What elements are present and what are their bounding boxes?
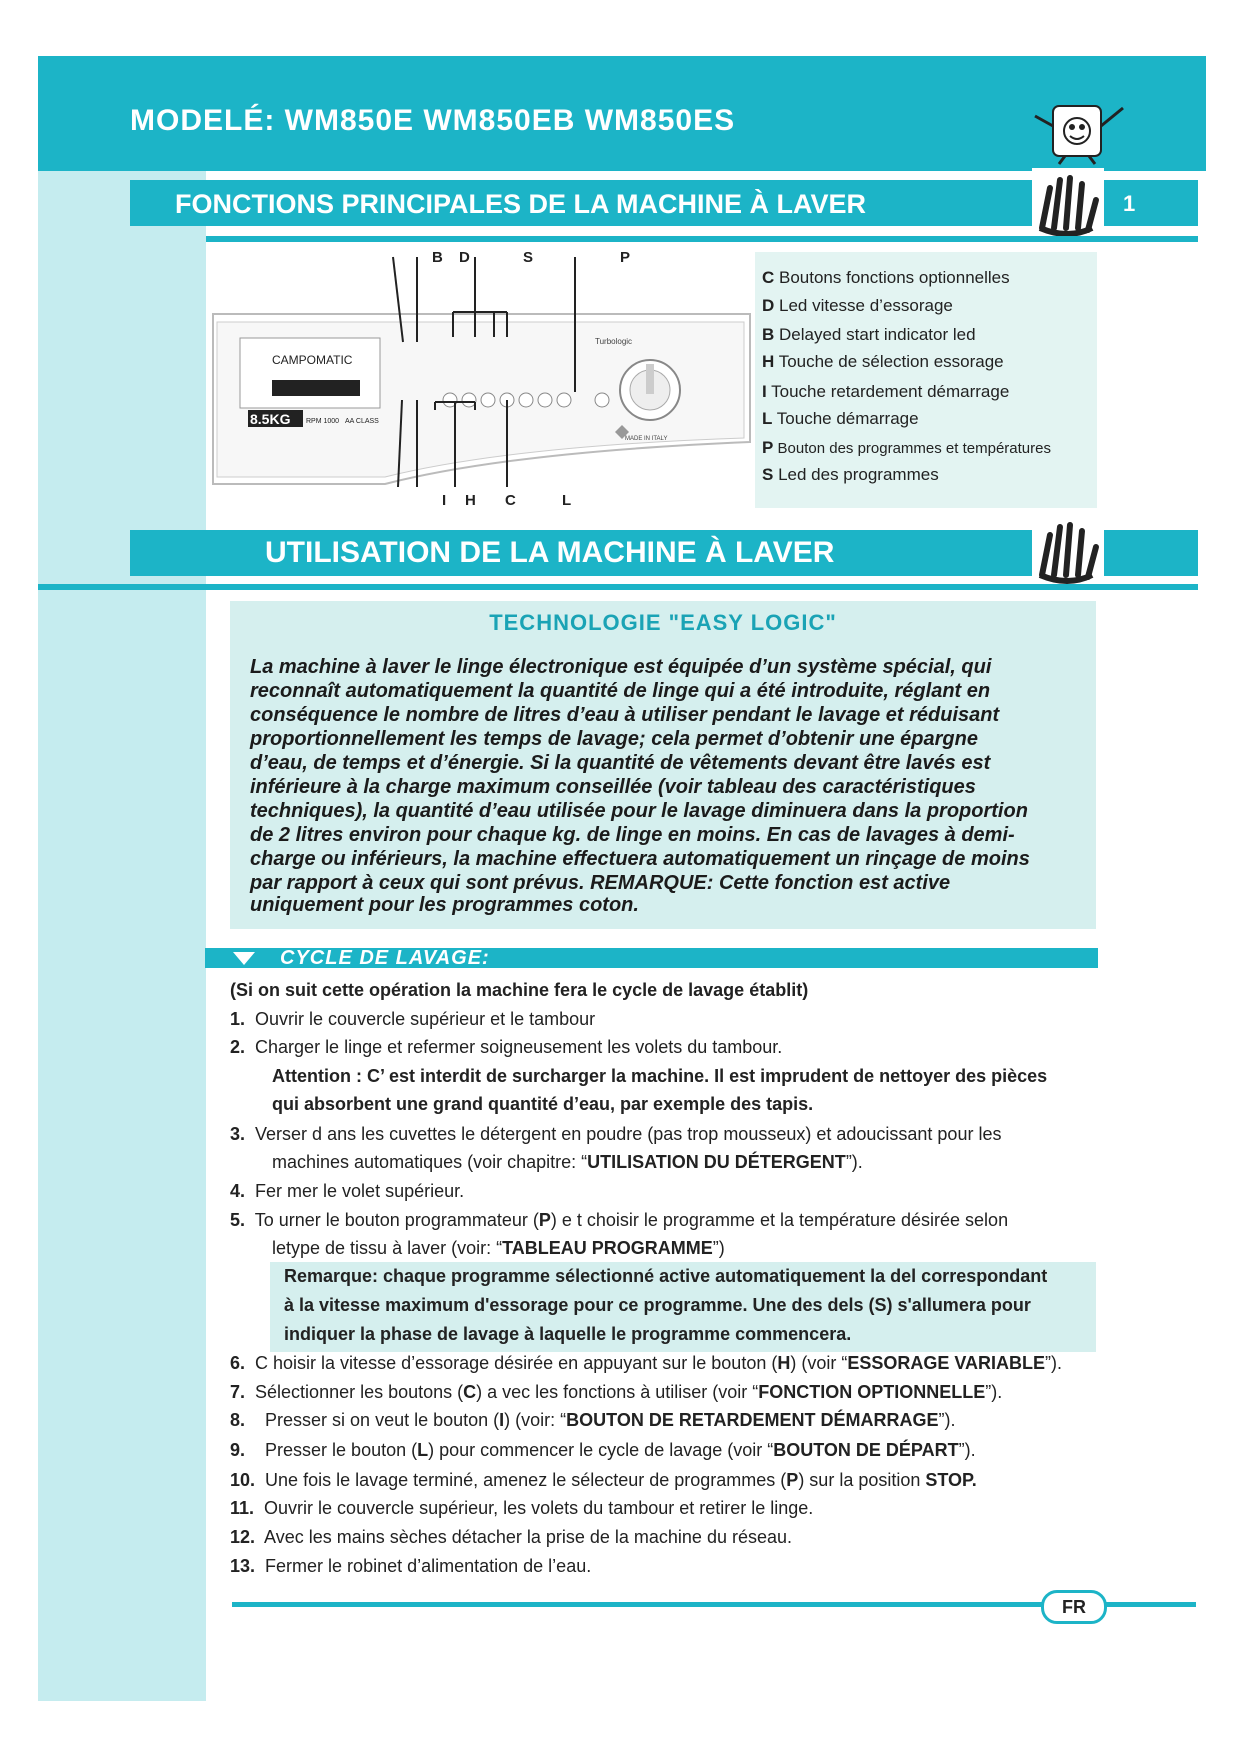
easy-logic-line: reconnaît automatiquement la quantité de linge qui a été introduite, réglant en: [250, 680, 991, 702]
turbo-label: Turbologic: [595, 337, 633, 346]
cycle-bar: [205, 948, 1098, 968]
easy-logic-line: d’eau, de temps et d’énergie. Si la quantité de vêtements devant être lavés est: [250, 752, 991, 774]
section-title-fonctions: FONCTIONS PRINCIPALES DE LA MACHINE À LAVER: [175, 189, 867, 219]
triangle-down-icon: [233, 952, 255, 965]
step-8: 8. Presser si on veut le bouton (I) (voir: “BOUTON DE RETARDEMENT DÉMARRAGE”).: [230, 1410, 956, 1430]
capacity-label: 8.5KG: [250, 411, 291, 427]
easy-logic-line: proportionnellement les temps de lavage; cela permet d’obtenir une épargne: [250, 728, 978, 750]
step-3-continued: machines automatiques (voir chapitre: “UTILISATION DU DÉTERGENT”).: [272, 1152, 863, 1172]
rpm-label: RPM 1000: [306, 418, 340, 425]
step-10: 10. Une fois le lavage terminé, amenez le sélecteur de programmes (P) sur la position STOP.: [230, 1470, 977, 1490]
diagram-label-h: H: [465, 492, 476, 509]
diagram-label-s: S: [523, 249, 534, 266]
remark-line: indiquer la phase de lavage à laquelle le programme commencera.: [284, 1324, 852, 1344]
step-6: 6. C hoisir la vitesse d’essorage désirée en appuyant sur le bouton (H) (voir “ESSORAGE VARIABLE”).: [230, 1353, 1063, 1373]
easy-logic-line: techniques), la quantité d’eau utilisée pour le lavage diminuera dans la proportion: [250, 800, 1028, 822]
easy-logic-line: par rapport à ceux qui sont prévus. REMARQUE: Cette fonction est active: [250, 872, 951, 894]
step-13: 13. Fermer le robinet d’alimentation de l’eau.: [230, 1556, 592, 1576]
attention-line: qui absorbent une grand quantité d’eau, par exemple des tapis.: [272, 1094, 814, 1114]
step-11: 11. Ouvrir le couvercle supérieur, les volets du tambour et retirer le linge.: [230, 1498, 814, 1518]
brand-label: CAMPOMATIC: [272, 353, 353, 367]
hand-icon: [1032, 168, 1104, 238]
diagram-label-d: D: [459, 249, 470, 266]
step-3: 3. Verser d ans les cuvettes le détergent en poudre (pas trop mousseux) et adoucissant pour les: [230, 1124, 1002, 1144]
made-in-label: MADE IN ITALY: [625, 436, 668, 442]
legend-item: B Delayed start indicator led: [762, 325, 976, 344]
class-label: AA CLASS: [345, 418, 379, 425]
step-9: 9. Presser le bouton (L) pour commencer le cycle de lavage (voir “BOUTON DE DÉPART”).: [230, 1440, 976, 1460]
step-4: 4. Fer mer le volet supérieur.: [230, 1181, 465, 1201]
attention-line: Attention : C’ est interdit de surcharger la machine. Il est imprudent de nettoyer des pièces: [272, 1066, 1048, 1086]
easy-logic-line: uniquement pour les programmes coton.: [250, 894, 639, 916]
legend-item: S Led des programmes: [762, 465, 939, 484]
legend-item: D Led vitesse d’essorage: [762, 296, 953, 315]
control-panel-diagram: [210, 249, 755, 509]
remark-line: à la vitesse maximum d'essorage pour ce programme. Une des dels (S) s'allumera pour: [284, 1295, 1031, 1315]
remark-line: Remarque: chaque programme sélectionné active automatiquement la del correspondant: [284, 1266, 1048, 1286]
easy-logic-title: TECHNOLOGIE "EASY LOGIC": [489, 610, 837, 635]
legend-item: I Touche retardement démarrage: [762, 382, 1010, 401]
diagram-label-l: L: [562, 492, 572, 509]
diagram-label-i: I: [442, 492, 447, 509]
diagram-label-b: B: [432, 249, 443, 266]
easy-logic-line: La machine à laver le linge électronique est équipée d’un système spécial, qui: [250, 656, 992, 678]
step-12: 12. Avec les mains sèches détacher la prise de la machine du réseau.: [230, 1527, 793, 1547]
step-5: 5. To urner le bouton programmateur (P) e t choisir le programme et la température désirée selon: [230, 1210, 1009, 1230]
language-badge: FR: [1041, 1590, 1107, 1624]
diagram-label-p: P: [620, 249, 631, 266]
hand-icon: [1032, 515, 1104, 585]
divider-line: [206, 236, 1198, 242]
mascot-logo-icon: [1025, 96, 1135, 166]
step-5-continued: letype de tissu à laver (voir: “TABLEAU PROGRAMME”): [272, 1238, 725, 1258]
easy-logic-line: conséquence le nombre de litres d’eau à utiliser pendant le lavage et réduisant: [250, 704, 1000, 726]
legend-item: L Touche démarrage: [762, 409, 919, 428]
divider-line: [38, 584, 1198, 590]
legend-item: P Bouton des programmes et températures: [762, 438, 1051, 457]
step-2: 2. Charger le linge et refermer soigneusement les volets du tambour.: [230, 1037, 783, 1057]
cycle-intro: (Si on suit cette opération la machine fera le cycle de lavage établit): [230, 980, 809, 1000]
easy-logic-line: charge ou inférieurs, la machine effectuera automatiquement un rinçage de moins: [250, 848, 1030, 870]
cycle-title: CYCLE DE LAVAGE:: [280, 947, 490, 969]
model-title: MODELÉ: WM850E WM850EB WM850ES: [130, 104, 736, 137]
step-7: 7. Sélectionner les boutons (C) a vec les fonctions à utiliser (voir “FONCTION OPTIONNELLE”).: [230, 1382, 1003, 1402]
step-1: 1. Ouvrir le couvercle supérieur et le tambour: [230, 1009, 596, 1029]
diagram-label-c: C: [505, 492, 516, 509]
easy-logic-line: de 2 litres environ pour chaque kg. de linge en moins. En cas de lavages à demi-: [250, 824, 1015, 846]
easy-logic-line: inférieure à la charge maximum conseillée (voir tableau des caractéristiques: [250, 776, 976, 798]
legend-item: H Touche de sélection essorage: [762, 352, 1004, 371]
page-number: 1: [1123, 191, 1136, 216]
legend-item: C Boutons fonctions optionnelles: [762, 268, 1010, 287]
section-title-utilisation: UTILISATION DE LA MACHINE À LAVER: [265, 536, 835, 569]
left-sidebar-band: [38, 171, 206, 1701]
